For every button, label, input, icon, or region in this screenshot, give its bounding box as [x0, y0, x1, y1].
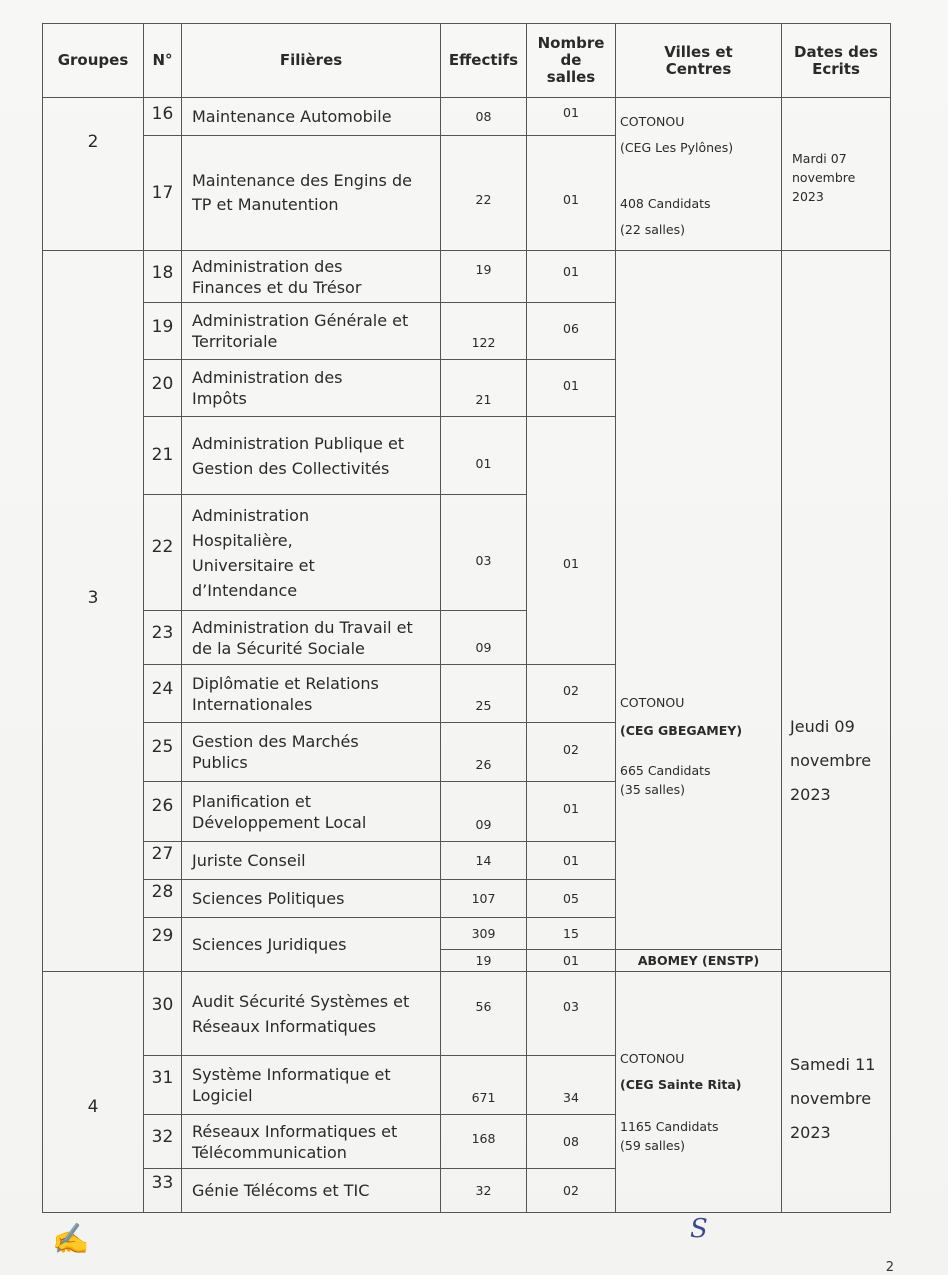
centre-candidats: 408 Candidats: [620, 196, 711, 211]
row-filiere: Administration des Impôts: [181, 359, 441, 417]
date-line: novembre: [792, 169, 856, 185]
page-number: 2: [885, 1260, 894, 1275]
header-groupes: Groupes: [42, 23, 144, 98]
row-salles: 02: [526, 1168, 616, 1213]
header-nombre-salles: Nombre de salles: [526, 23, 616, 98]
row-filiere: Juriste Conseil: [181, 841, 441, 880]
row-number: 32: [143, 1114, 182, 1169]
date-line: novembre: [790, 751, 872, 770]
row-salles: 01: [526, 250, 616, 303]
row-salles: 15: [526, 917, 616, 950]
centre-candidats: 665 Candidats: [620, 763, 711, 778]
row-filiere: Administration Générale et Territoriale: [181, 302, 441, 360]
row-number: 28: [143, 879, 182, 918]
row-effectif: 25: [440, 664, 527, 723]
centre-cell: [615, 971, 782, 1213]
row-number: 18: [143, 250, 182, 303]
row-number: 19: [143, 302, 182, 360]
row-effectif: 08: [440, 97, 527, 136]
header-filieres: Filières: [181, 23, 441, 98]
centre-ville: COTONOU: [620, 114, 685, 129]
row-effectif: 03: [440, 494, 527, 611]
row-number: 30: [143, 971, 182, 1056]
row-effectif: 56: [440, 971, 527, 1056]
centre-salles: (22 salles): [620, 222, 685, 237]
row-number: 23: [143, 610, 182, 665]
row-salles: 05: [526, 879, 616, 918]
centre-ville: COTONOU: [620, 695, 685, 710]
centre-cell: [615, 250, 782, 950]
row-effectif: 19: [440, 250, 527, 303]
row-filiere: Audit Sécurité Systèmes et Réseaux Informatiques: [181, 971, 441, 1056]
header-dates: Dates des Ecrits: [781, 23, 891, 98]
row-filiere: Administration Publique et Gestion des Collectivités: [181, 416, 441, 495]
row-filiere: Réseaux Informatiques et Télécommunication: [181, 1114, 441, 1169]
centre-salles: (35 salles): [620, 782, 685, 797]
row-effectif: 14: [440, 841, 527, 880]
row-number: 16: [143, 97, 182, 136]
date-line: novembre: [790, 1089, 872, 1108]
row-effectif: 26: [440, 722, 527, 782]
row-filiere: Gestion des Marchés Publics: [181, 722, 441, 782]
row-salles: 01: [526, 97, 616, 136]
row-filiere: Maintenance des Engins de TP et Manutention: [181, 135, 441, 251]
row-filiere: Administration du Travail et de la Sécurité Sociale: [181, 610, 441, 665]
row-filiere: Sciences Juridiques: [181, 917, 441, 972]
row-effectif: 671: [440, 1055, 527, 1115]
date-line: Jeudi 09: [790, 717, 855, 736]
row-effectif: 21: [440, 359, 527, 417]
date-line: 2023: [792, 188, 824, 204]
group-cell: 2: [42, 97, 144, 251]
group-cell: 4: [42, 971, 144, 1213]
row-effectif: 09: [440, 781, 527, 842]
date-line: Mardi 07: [792, 150, 847, 166]
row-filiere: Maintenance Automobile: [181, 97, 441, 136]
row-salles: 02: [526, 722, 616, 782]
signature-right: S: [690, 1214, 708, 1244]
row-number: 33: [143, 1168, 182, 1213]
row-filiere: Planification et Développement Local: [181, 781, 441, 842]
row-salles: 01: [526, 781, 616, 842]
centre-ville: COTONOU: [620, 1051, 685, 1066]
row-filiere: Sciences Politiques: [181, 879, 441, 918]
date-line: 2023: [790, 785, 831, 804]
row-number: 21: [143, 416, 182, 495]
group-cell: 3: [42, 250, 144, 972]
row-number: 27: [143, 841, 182, 880]
row-number: 20: [143, 359, 182, 417]
row-number: 22: [143, 494, 182, 611]
date-cell: [781, 971, 891, 1213]
header-numero: N°: [143, 23, 182, 98]
header-effectifs: Effectifs: [440, 23, 527, 98]
row-effectif: 22: [440, 135, 527, 251]
row-number: 24: [143, 664, 182, 723]
row-effectif: 09: [440, 610, 527, 665]
row-salles: 34: [526, 1055, 616, 1115]
row-effectif: 309: [440, 917, 527, 950]
centre-nom: (CEG GBEGAMEY): [620, 723, 743, 738]
row-salles: 01: [526, 135, 616, 251]
row-effectif-abomey: 19: [440, 949, 527, 972]
date-line: Samedi 11: [790, 1055, 876, 1074]
header-villes-centres: Villes et Centres: [615, 23, 782, 98]
signature-left: ✍: [52, 1222, 90, 1257]
row-salles: 02: [526, 664, 616, 723]
centre-salles: (59 salles): [620, 1138, 685, 1153]
row-filiere: Administration Hospitalière, Universitaire et d’Intendance: [181, 494, 441, 611]
centre-candidats: 1165 Candidats: [620, 1119, 719, 1134]
row-filiere: Génie Télécoms et TIC: [181, 1168, 441, 1213]
row-salles: 06: [526, 302, 616, 360]
date-cell: [781, 97, 891, 251]
date-line: 2023: [790, 1123, 831, 1142]
row-effectif: 01: [440, 416, 527, 495]
row-salles: 01: [526, 841, 616, 880]
row-effectif: 107: [440, 879, 527, 918]
centre-nom: (CEG Sainte Rita): [620, 1077, 742, 1092]
row-salles-merged: 01: [526, 416, 616, 665]
row-number: 17: [143, 135, 182, 251]
centre-abomey: ABOMEY (ENSTP): [615, 949, 782, 972]
row-number: 29: [143, 917, 182, 972]
centre-nom: (CEG Les Pylônes): [620, 140, 734, 155]
row-salles-abomey: 01: [526, 949, 616, 972]
row-salles: 03: [526, 971, 616, 1056]
centre-cell: [615, 97, 782, 251]
row-effectif: 32: [440, 1168, 527, 1213]
row-number: 31: [143, 1055, 182, 1115]
row-effectif: 168: [440, 1114, 527, 1169]
row-filiere: Diplômatie et Relations Internationales: [181, 664, 441, 723]
row-filiere: Administration des Finances et du Trésor: [181, 250, 441, 303]
date-cell: [781, 250, 891, 972]
row-effectif: 122: [440, 302, 527, 360]
row-number: 25: [143, 722, 182, 782]
row-salles: 08: [526, 1114, 616, 1169]
row-number: 26: [143, 781, 182, 842]
row-salles: 01: [526, 359, 616, 417]
row-filiere: Système Informatique et Logiciel: [181, 1055, 441, 1115]
